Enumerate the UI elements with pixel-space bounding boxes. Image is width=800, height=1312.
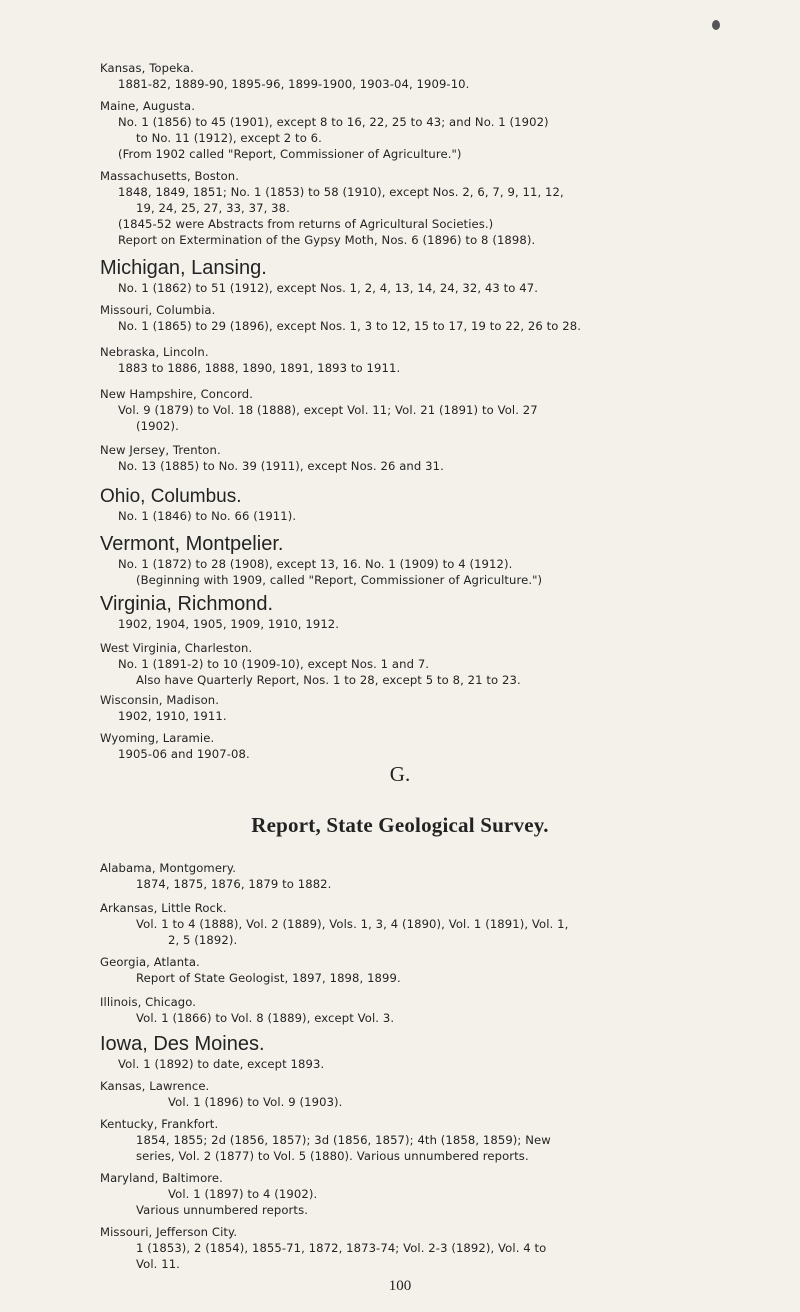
entry-kansas-lawrence	[100, 1078, 776, 1110]
entry-heading: Iowa, Des Moines.	[100, 1033, 265, 1055]
entry-text: Various unnumbered reports.	[136, 1203, 308, 1217]
entry-heading: West Virginia, Charleston.	[100, 641, 253, 655]
entry-massachusetts-boston	[100, 168, 776, 248]
entry-text: 1883 to 1886, 1888, 1890, 1891, 1893 to 1911.	[118, 361, 401, 375]
entry-text: (1902).	[136, 419, 179, 433]
entry-text: 1902, 1904, 1905, 1909, 1910, 1912.	[118, 617, 340, 631]
entry-text: No. 1 (1872) to 28 (1908), except 13, 16. No. 1 (1909) to 4 (1912).	[118, 557, 513, 571]
entry-missouri-jefferson-city	[100, 1224, 776, 1272]
entry-west-virginia-charleston	[100, 640, 776, 688]
entry-heading: Missouri, Jefferson City.	[100, 1225, 238, 1239]
entry-heading: New Jersey, Trenton.	[100, 443, 221, 457]
entry-new-hampshire-concord	[100, 386, 776, 434]
section-letter: G.	[389, 762, 411, 786]
entry-text: No. 1 (1891-2) to 10 (1909-10), except Nos. 1 and 7.	[118, 657, 430, 671]
entry-heading: Nebraska, Lincoln.	[100, 345, 209, 359]
entry-heading: Kansas, Lawrence.	[100, 1079, 210, 1093]
entry-text: Vol. 1 (1866) to Vol. 8 (1889), except Vol. 3.	[136, 1011, 395, 1025]
entry-heading: Michigan, Lansing.	[100, 257, 267, 279]
entry-heading: Vermont, Montpelier.	[100, 533, 284, 555]
entry-text: Vol. 1 (1897) to 4 (1902).	[168, 1187, 318, 1201]
entry-nebraska-lincoln	[100, 344, 776, 376]
entry-illinois-chicago	[100, 994, 776, 1026]
entry-text: Vol. 1 (1896) to Vol. 9 (1903).	[168, 1095, 343, 1109]
entry-wisconsin-madison	[100, 692, 776, 724]
entry-text: No. 1 (1865) to 29 (1896), except Nos. 1, 3 to 12, 15 to 17, 19 to 22, 26 to 28.	[118, 319, 582, 333]
entry-georgia-atlanta	[100, 954, 776, 986]
entry-text: Vol. 11.	[136, 1257, 180, 1271]
entry-text: 1881-82, 1889-90, 1895-96, 1899-1900, 1903-04, 1909-10.	[118, 77, 470, 91]
entry-alabama-montgomery	[100, 860, 776, 892]
entry-maine-augusta	[100, 98, 776, 162]
entry-heading: Maryland, Baltimore.	[100, 1171, 223, 1185]
entry-heading: Illinois, Chicago.	[100, 995, 197, 1009]
entry-text: to No. 11 (1912), except 2 to 6.	[136, 131, 322, 145]
entry-text: Vol. 1 to 4 (1888), Vol. 2 (1889), Vols. 1, 3, 4 (1890), Vol. 1 (1891), Vol. 1,	[136, 917, 569, 931]
entry-iowa-des-moines	[100, 1032, 776, 1072]
entry-heading: Wyoming, Laramie.	[100, 731, 215, 745]
entry-text: (Beginning with 1909, called "Report, Commissioner of Agriculture.")	[136, 573, 543, 587]
entry-michigan-lansing	[100, 256, 776, 296]
entry-text: series, Vol. 2 (1877) to Vol. 5 (1880). Various unnumbered reports.	[136, 1149, 529, 1163]
entry-heading: Ohio, Columbus.	[100, 486, 242, 507]
entry-wyoming-laramie	[100, 730, 776, 762]
entry-text: No. 1 (1856) to 45 (1901), except 8 to 16, 22, 25 to 43; and No. 1 (1902)	[118, 115, 549, 129]
entry-heading: Kentucky, Frankfort.	[100, 1117, 219, 1131]
entry-text: (From 1902 called "Report, Commissioner of Agriculture.")	[118, 147, 462, 161]
section-title: Report, State Geological Survey.	[251, 813, 549, 837]
entry-text: 1874, 1875, 1876, 1879 to 1882.	[136, 877, 332, 891]
entry-heading: Maine, Augusta.	[100, 99, 196, 113]
entry-missouri-columbia	[100, 302, 776, 334]
entry-kentucky-frankfort	[100, 1116, 776, 1164]
entry-new-jersey-trenton	[100, 442, 776, 474]
entry-text: No. 1 (1862) to 51 (1912), except Nos. 1, 2, 4, 13, 14, 24, 32, 43 to 47.	[118, 281, 539, 295]
entry-text: 1854, 1855; 2d (1856, 1857); 3d (1856, 1857); 4th (1858, 1859); New	[136, 1133, 551, 1147]
entry-heading: Missouri, Columbia.	[100, 303, 216, 317]
entry-text: Report on Extermination of the Gypsy Moth, Nos. 6 (1896) to 8 (1898).	[118, 233, 536, 247]
entry-text: (1845-52 were Abstracts from returns of Agricultural Societies.)	[118, 217, 494, 231]
entry-heading: Virginia, Richmond.	[100, 593, 274, 615]
entry-text: No. 13 (1885) to No. 39 (1911), except Nos. 26 and 31.	[118, 459, 444, 473]
ink-spot	[712, 20, 720, 30]
entry-text: Vol. 9 (1879) to Vol. 18 (1888), except Vol. 11; Vol. 21 (1891) to Vol. 27	[118, 403, 538, 417]
entry-virginia-richmond	[100, 592, 776, 632]
entry-heading: Arkansas, Little Rock.	[100, 901, 227, 915]
page-number: 100	[388, 1278, 412, 1294]
entry-text: Vol. 1 (1892) to date, except 1893.	[118, 1057, 325, 1071]
entry-text: 2, 5 (1892).	[168, 933, 238, 947]
entry-text: 1 (1853), 2 (1854), 1855-71, 1872, 1873-74; Vol. 2-3 (1892), Vol. 4 to	[136, 1241, 547, 1255]
entry-maryland-baltimore	[100, 1170, 776, 1218]
entry-kansas-topeka	[100, 60, 776, 92]
entry-heading: New Hampshire, Concord.	[100, 387, 253, 401]
entry-heading: Wisconsin, Madison.	[100, 693, 220, 707]
entry-heading: Kansas, Topeka.	[100, 61, 194, 75]
entry-text: 1848, 1849, 1851; No. 1 (1853) to 58 (1910), except Nos. 2, 6, 7, 9, 11, 12,	[118, 185, 564, 199]
entry-arkansas-little-rock	[100, 900, 776, 948]
entry-text: 1905-06 and 1907-08.	[118, 747, 250, 761]
entry-text: 1902, 1910, 1911.	[118, 709, 227, 723]
entry-heading: Georgia, Atlanta.	[100, 955, 200, 969]
entry-ohio-columbus	[100, 486, 776, 524]
entry-text: Report of State Geologist, 1897, 1898, 1899.	[136, 971, 401, 985]
entry-heading: Massachusetts, Boston.	[100, 169, 239, 183]
entry-text: No. 1 (1846) to No. 66 (1911).	[118, 509, 297, 523]
entry-heading: Alabama, Montgomery.	[100, 861, 237, 875]
entry-vermont-montpelier	[100, 532, 776, 588]
entry-text: Also have Quarterly Report, Nos. 1 to 28, except 5 to 8, 21 to 23.	[136, 673, 521, 687]
entry-text: 19, 24, 25, 27, 33, 37, 38.	[136, 201, 290, 215]
